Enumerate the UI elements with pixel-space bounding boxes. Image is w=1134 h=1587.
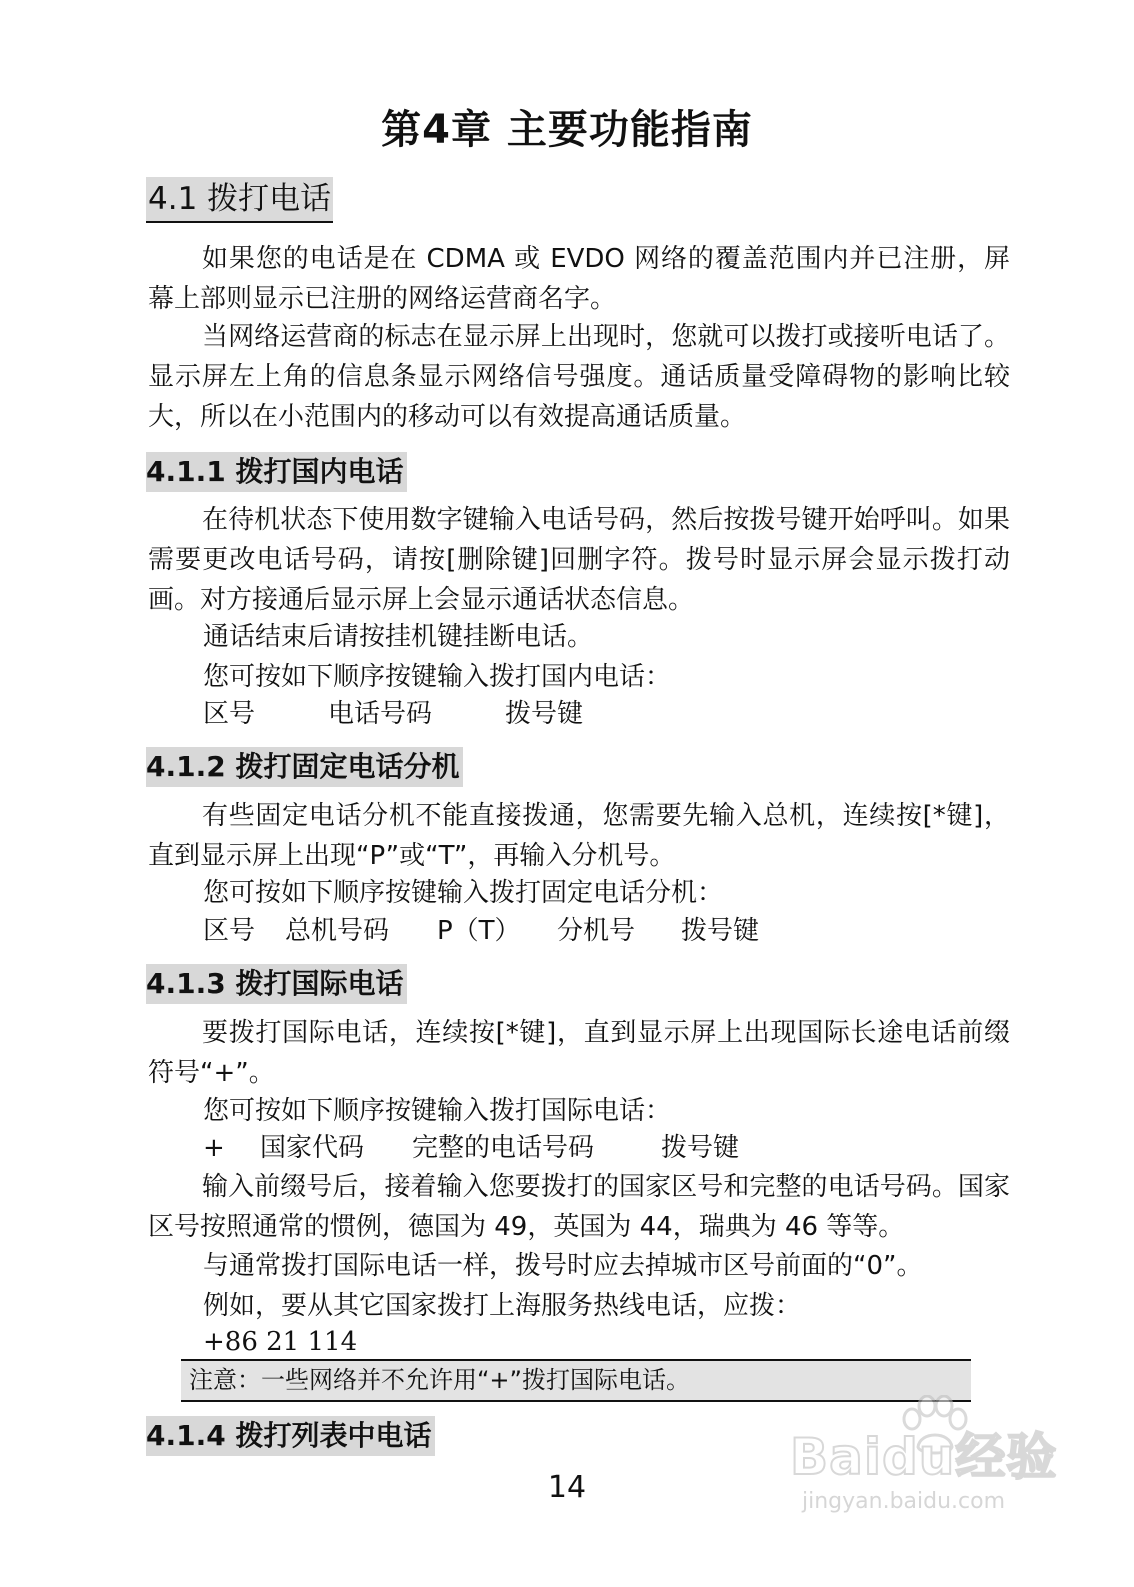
note-text: 注意：一些网络并不允许用“+”拨打国际电话。 bbox=[189, 1366, 690, 1394]
section-heading-4-1-4: 4.1.4 拨打列表中电话 bbox=[146, 1416, 435, 1456]
sequence-item: 拨号键 bbox=[681, 916, 760, 946]
sequence-item: 总机号码 bbox=[285, 916, 390, 946]
paragraph-extension-dialing: 有些固定电话分机不能直接拨通，您需要先输入总机，连续按[*键]，直到显示屏上出现“P”或“T”，再输入分机号。 bbox=[148, 801, 1010, 871]
watermark-logo: Baidu经验 bbox=[790, 1428, 1058, 1486]
example-phone-number: +86 21 114 bbox=[203, 1327, 358, 1357]
sequence-item: 区号 bbox=[203, 916, 256, 946]
sequence-item: 区号 bbox=[203, 699, 256, 729]
section-heading-4-1-3: 4.1.3 拨打国际电话 bbox=[146, 964, 407, 1004]
sequence-item: 电话号码 bbox=[328, 699, 433, 729]
sequence-item: P（T） bbox=[437, 916, 521, 946]
text-domestic-sequence-intro: 您可按如下顺序按键输入拨打国内电话： bbox=[203, 662, 672, 692]
sequence-item: 拨号键 bbox=[505, 699, 584, 729]
text-drop-leading-zero: 与通常拨打国际电话一样，拨号时应去掉城市区号前面的“0”。 bbox=[203, 1251, 923, 1281]
paragraph-country-codes: 输入前缀号后，接着输入您要拨打的国家区号和完整的电话号码。国家区号按照通常的惯例，德国为 49，英国为 44，瑞典为 46 等等。 bbox=[148, 1172, 1010, 1242]
sequence-item: 拨号键 bbox=[661, 1133, 740, 1163]
section-heading-4-1-2: 4.1.2 拨打固定电话分机 bbox=[146, 747, 463, 787]
paragraph-operator-logo: 当网络运营商的标志在显示屏上出现时，您就可以拨打或接听电话了。显示屏左上角的信息条显示网络信号强度。通话质量受障碍物的影响比较大，所以在小范围内的移动可以有效提高通话质量。 bbox=[148, 322, 1010, 432]
paragraph-international-prefix: 要拨打国际电话，连续按[*键]，直到显示屏上出现国际长途电话前缀符号“+”。 bbox=[148, 1018, 1010, 1088]
sequence-item: 完整的电话号码 bbox=[412, 1133, 595, 1163]
sequence-item: 国家代码 bbox=[260, 1133, 365, 1163]
section-heading-4-1-1: 4.1.1 拨打国内电话 bbox=[146, 452, 407, 492]
sequence-item: 分机号 bbox=[557, 916, 636, 946]
text-shanghai-example: 例如，要从其它国家拨打上海服务热线电话，应拨： bbox=[203, 1291, 802, 1321]
watermark-url: jingyan.baidu.com bbox=[802, 1489, 1006, 1514]
paragraph-cdma-coverage: 如果您的电话是在 CDMA 或 EVDO 网络的覆盖范围内并已注册，屏幕上部则显示已注册的网络运营商名字。 bbox=[148, 244, 1010, 314]
sequence-item: + bbox=[203, 1133, 225, 1163]
text-extension-sequence-intro: 您可按如下顺序按键输入拨打固定电话分机： bbox=[203, 878, 724, 908]
section-heading-4-1: 4.1 拨打电话 bbox=[146, 177, 333, 223]
chapter-title: 第4章 主要功能指南 bbox=[381, 107, 753, 153]
text-international-sequence-intro: 您可按如下顺序按键输入拨打国际电话： bbox=[203, 1096, 672, 1126]
paragraph-standby-dialing: 在待机状态下使用数字键输入电话号码，然后按拨号键开始呼叫。如果需要更改电话号码，请按[删除键]回删字符。拨号时显示屏会显示拨打动画。对方接通后显示屏上会显示通话状态信息。 bbox=[148, 505, 1010, 615]
baidu-jingyan-watermark bbox=[790, 1395, 1060, 1535]
text-hang-up: 通话结束后请按挂机键挂断电话。 bbox=[203, 622, 594, 652]
page-number: 14 bbox=[547, 1470, 587, 1505]
